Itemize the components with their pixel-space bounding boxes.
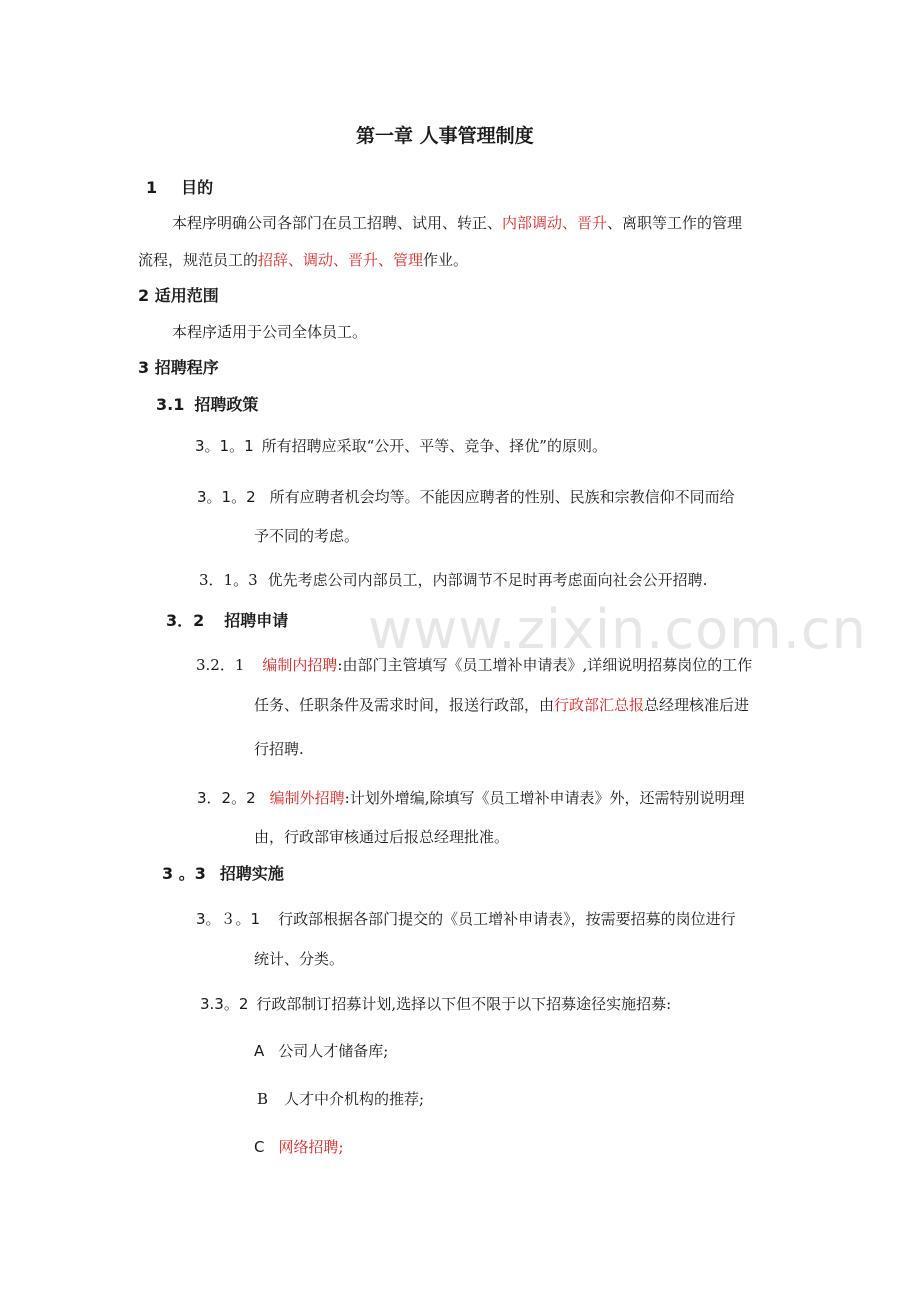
list-item	[254, 1137, 344, 1157]
clause-3-1-3	[199, 570, 707, 590]
clause-number: 3。1。2	[197, 488, 256, 506]
paragraph-line	[138, 250, 468, 270]
list-text: 公司人才储备库;	[278, 1042, 389, 1060]
subsection-3-3-heading	[162, 864, 284, 884]
list-letter: B	[257, 1090, 269, 1108]
clause-continuation: 行招聘.	[254, 740, 304, 758]
clause-text: 所有招聘应采取“公开、平等、竞争、择优”的原则。	[261, 437, 607, 455]
paragraph-line: 本程序适用于公司全体员工。	[172, 323, 368, 341]
clause-text: 行政部根据各部门提交的《员工增补申请表》，按需要招募的岗位进行	[278, 910, 736, 928]
section-number: 3 。3	[162, 864, 206, 883]
list-letter: A	[254, 1042, 265, 1060]
section-title: 招聘政策	[194, 395, 259, 414]
section-title: 目的	[181, 178, 214, 197]
list-text: 网络招聘;	[278, 1138, 344, 1156]
clause-text: 优先考虑公司内部员工，内部调节不足时再考虑面向社会公开招聘.	[267, 571, 708, 589]
highlight-text: 招辞、调动、晋升、管理	[258, 251, 424, 269]
page-title: 第一章 人事管理制度	[356, 125, 534, 147]
watermark: www.zixin.com.cn	[368, 598, 867, 661]
clause-number: 3.2．1	[196, 656, 245, 674]
text-span: 、离职等工作的管理	[607, 214, 743, 232]
clause-number: 3。３。1	[196, 910, 261, 928]
section-number: 1	[146, 178, 158, 197]
text-span: 任务、任职条件及需求时间，报送行政部，由	[254, 696, 555, 714]
text-span: 本程序明确公司各部门在员工招聘、试用、转正、	[172, 214, 503, 232]
text-span: 总经理核准后进	[644, 696, 750, 714]
highlight-text: 编制内招聘	[262, 656, 338, 674]
clause-text: :计划外增编,除填写《员工增补申请表》外，还需特别说明理	[344, 789, 745, 807]
list-text: 人才中介机构的推荐;	[284, 1090, 425, 1108]
clause-number: 3．2。2	[197, 789, 256, 807]
clause-3-2-2	[197, 788, 744, 808]
section-1-heading	[146, 178, 213, 198]
list-item	[257, 1089, 424, 1109]
clause-3-1-1	[195, 436, 607, 456]
section-title: 招聘申请	[224, 611, 289, 630]
clause-continuation	[254, 695, 749, 715]
section-title: 招聘实施	[219, 864, 284, 883]
clause-continuation: 予不同的考虑。	[254, 527, 360, 545]
list-letter: C	[254, 1138, 265, 1156]
clause-continuation: 由，行政部审核通过后报总经理批准。	[254, 828, 510, 846]
paragraph-line	[172, 213, 742, 233]
clause-text: :由部门主管填写《员工增补申请表》,详细说明招募岗位的工作	[337, 656, 753, 674]
clause-3-3-2	[200, 994, 671, 1014]
section-number: 3．2	[166, 611, 205, 630]
highlight-text: 内部调动、晋升	[502, 214, 608, 232]
text-span: 流程，规范员工的	[138, 251, 259, 269]
subsection-3-1-heading	[156, 395, 258, 415]
section-number: 3.1	[156, 395, 185, 414]
text-span: 作业。	[423, 251, 469, 269]
clause-continuation: 统计、分类。	[254, 950, 345, 968]
section-3-heading: 3 招聘程序	[138, 358, 219, 377]
section-2-heading: 2 适用范围	[138, 286, 219, 305]
clause-number: 3．1。3	[199, 571, 258, 589]
list-item	[254, 1041, 388, 1061]
clause-3-3-1	[196, 909, 736, 929]
clause-text: 行政部制订招募计划,选择以下但不限于以下招募途径实施招募:	[256, 995, 672, 1013]
clause-number: 3.3。2	[200, 995, 249, 1013]
clause-3-1-2	[197, 487, 735, 507]
clause-3-2-1	[196, 655, 752, 675]
subsection-3-2-heading	[166, 611, 288, 631]
highlight-text: 行政部汇总报	[554, 696, 645, 714]
highlight-text: 编制外招聘	[269, 789, 345, 807]
clause-text: 所有应聘者机会均等。不能因应聘者的性别、民族和宗教信仰不同而给	[269, 488, 735, 506]
clause-number: 3。1。1	[195, 437, 254, 455]
